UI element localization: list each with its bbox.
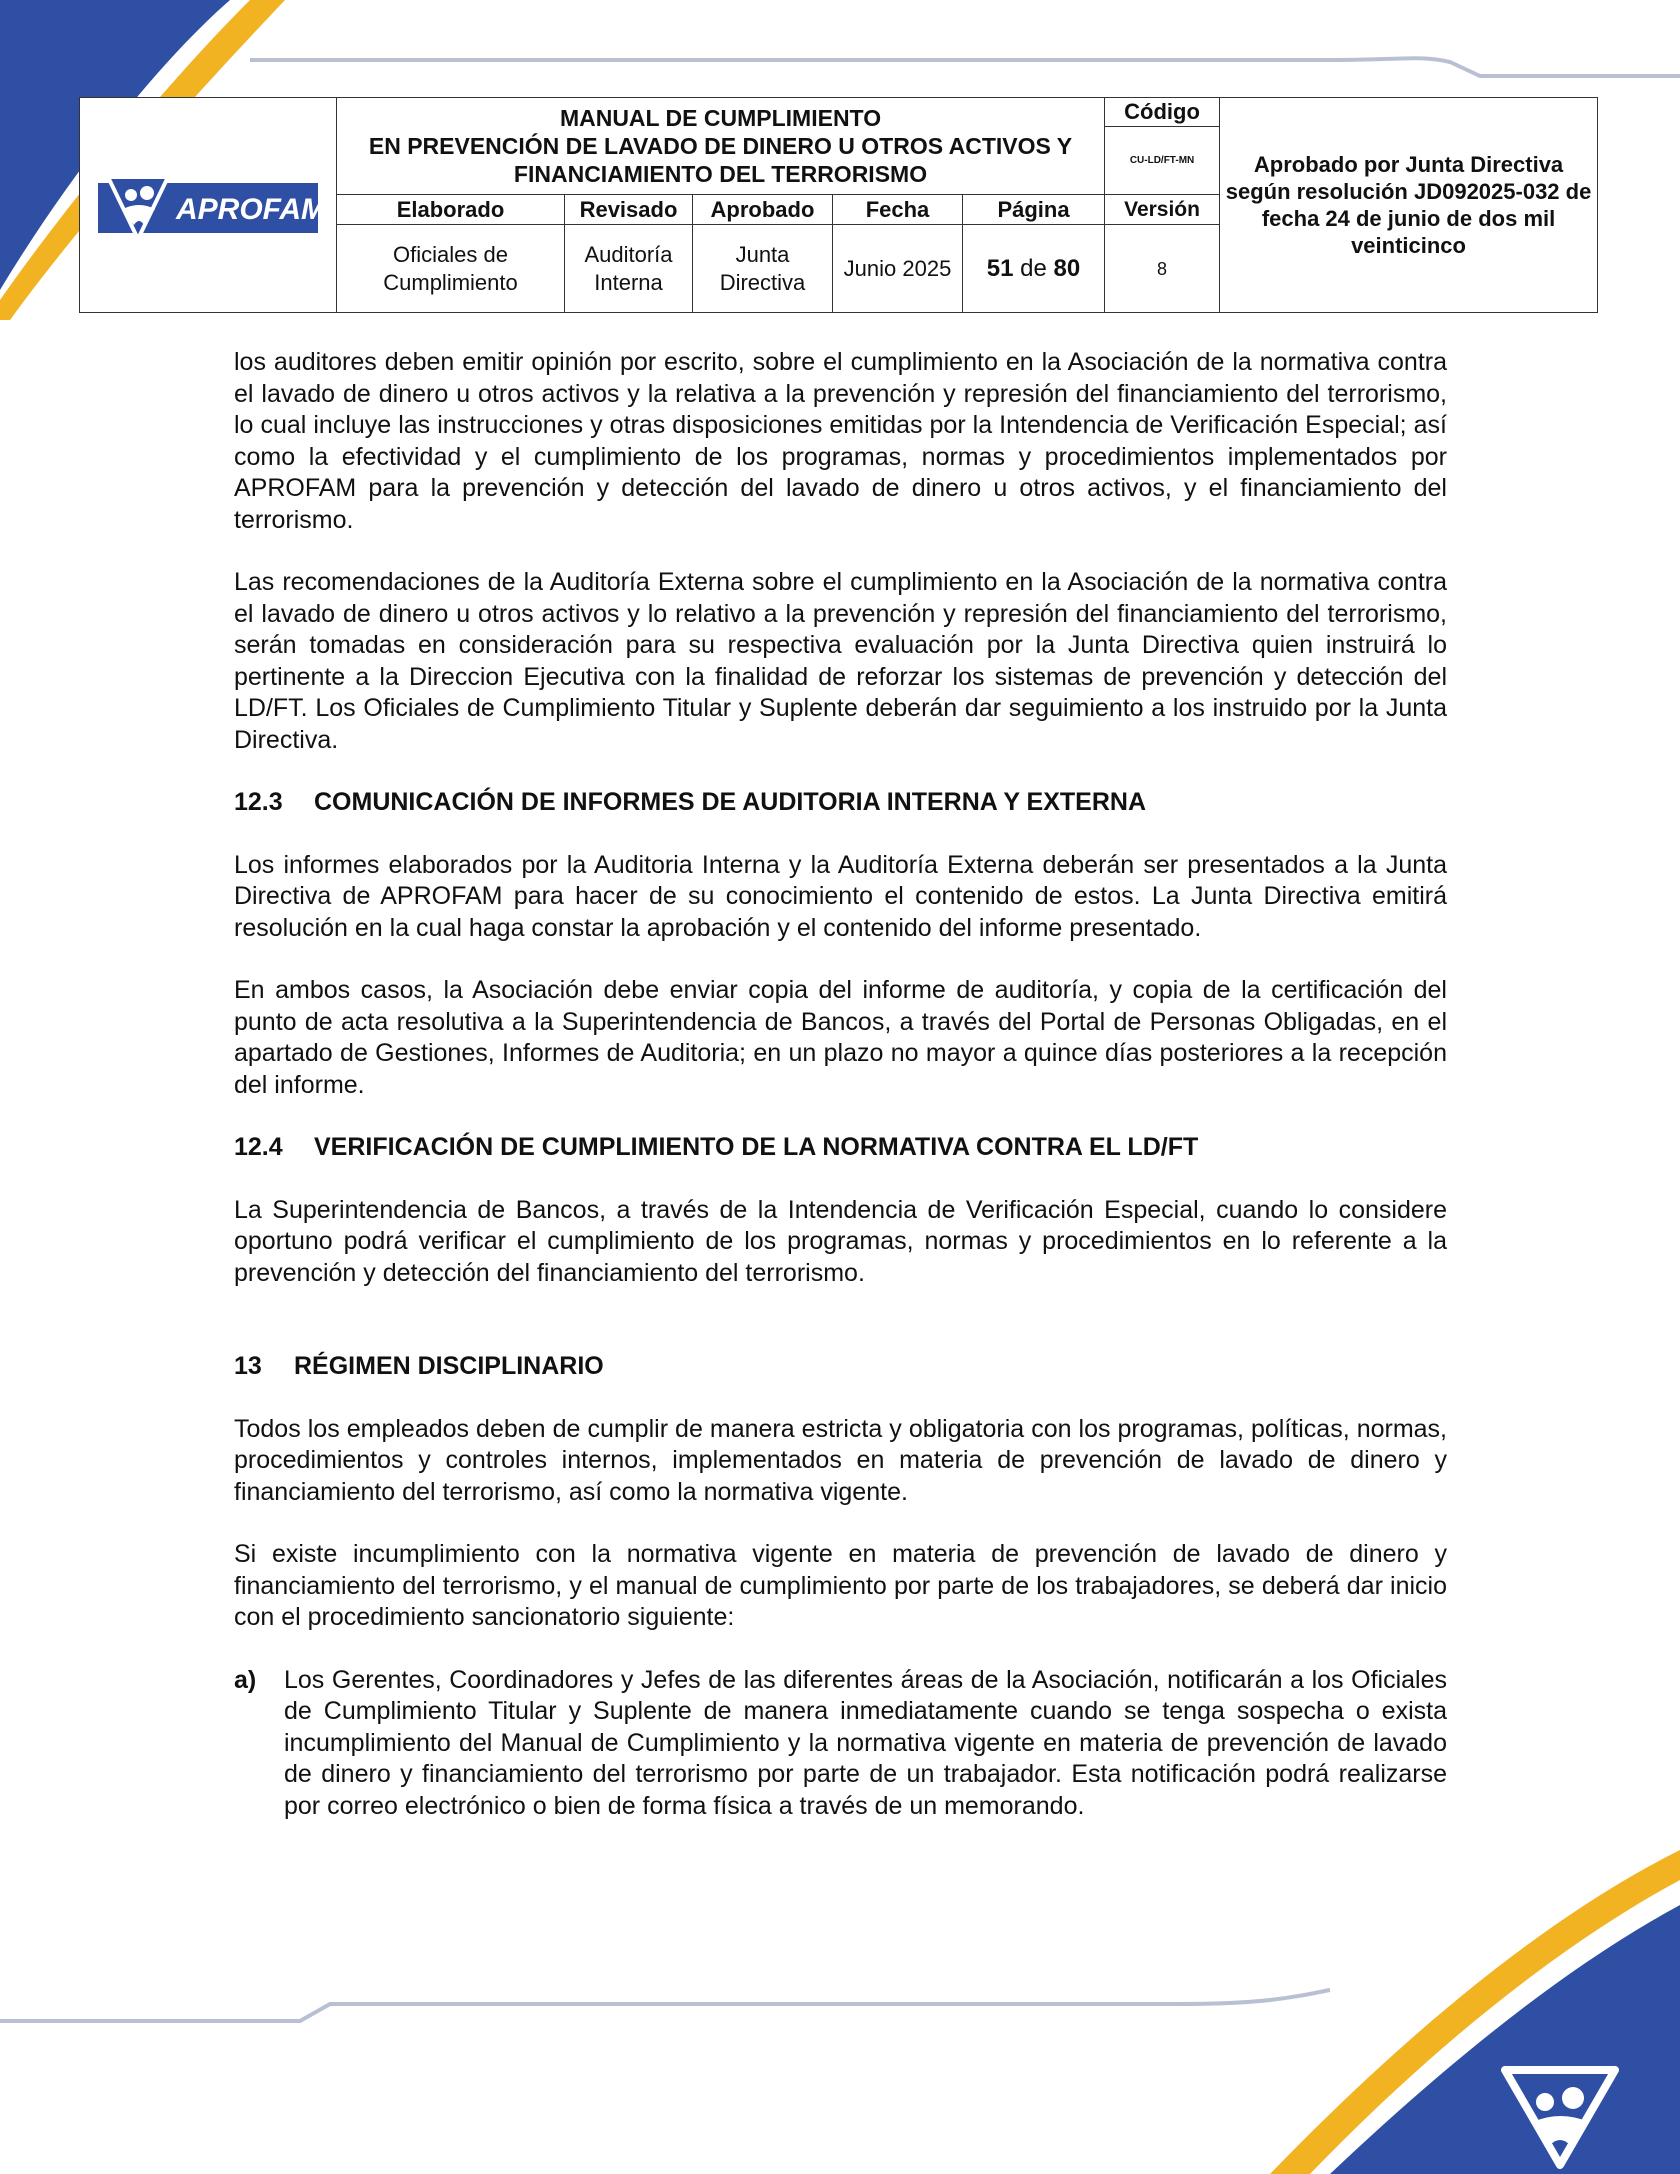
- paragraph: La Superintendencia de Bancos, a través de la Intendencia de Verificación Especial, cuando lo considere oportuno podrá verificar el cumplimiento de los programas, normas y procedimientos en lo referente a la prevención y detección del financiamiento del terrorismo.: [234, 1195, 1447, 1287]
- section-heading-13: [234, 1351, 1447, 1383]
- document-body: [234, 347, 1447, 1822]
- section-number: 12.3: [234, 788, 283, 816]
- spacer: [234, 1320, 1447, 1351]
- paragraph: Si existe incumplimiento con la normativa vigente en materia de prevención de lavado de dinero y financiamiento del terrorismo, y el manual de cumplimiento por parte de los trabajadores, se deberá dar inicio con el procedimiento sancionatorio siguiente:: [234, 1540, 1447, 1631]
- aprofam-logo: [98, 147, 318, 257]
- paragraph: Los informes elaborados por la Auditoria Interna y la Auditoría Externa deberán ser presentados a la Junta Directiva de APROFAM para hacer de su conocimiento el contenido de estos. La Junta Directiva emitirá resolución en la cual haga constar la aprobación y el contenido del informe presentado.: [234, 850, 1447, 942]
- manual-title: MANUAL DE CUMPLIMIENTO EN PREVENCIÓN DE LAVADO DE DINERO U OTROS ACTIVOS Y FINANCIAMIENTO DEL TERRORISMO: [337, 98, 1105, 195]
- page-current: 51: [986, 254, 1014, 282]
- col-pagina: Página: [963, 195, 1105, 225]
- paragraph: Las recomendaciones de la Auditoría Externa sobre el cumplimiento en la Asociación de la normativa contra el lavado de dinero u otros activos y lo relativo a la prevención y represión del financiamiento del terrorismo, serán tomadas en consideración para su respectiva evaluación por la Junta Directiva quien instruirá lo pertinente a la Direccion Ejecutiva con la finalidad de reforzar los sistemas de prevención y detección del LD/FT. Los Oficiales de Cumplimiento Titular y Suplente deberán dar seguimiento a los instruido por la Junta Directiva.: [234, 568, 1447, 754]
- codigo-value: CU-LD/FT-MN: [1129, 155, 1195, 166]
- col-revisado: Revisado: [565, 195, 693, 225]
- paragraph: En ambos casos, la Asociación debe enviar copia del informe de auditoría, y copia de la certificación del punto de acta resolutiva a la Superintendencia de Bancos, a través del Portal de Personas Obligadas, en el apartado de Gestiones, Informes de Auditoria; en un plazo no mayor a quince días posteriores a la recepción del informe.: [234, 976, 1447, 1099]
- bottom-right-blue-shape: [1330, 1905, 1680, 2174]
- value-revisado: Auditoría Interna: [565, 225, 693, 313]
- top-gray-line: [250, 58, 1680, 76]
- section-number: 13: [234, 1352, 262, 1380]
- value-fecha: Junio 2025: [833, 225, 963, 313]
- page-total: 80: [1053, 254, 1081, 282]
- list-item-text: Los Gerentes, Coordinadores y Jefes de las diferentes áreas de la Asociación, notificarán a los Oficiales de Cumplimiento Titular y Suplente de manera inmediatamente cuando se tenga sospecha o exista incumplimiento del Manual de Cumplimiento y la normativa vigente en materia de prevención de lavado de dinero y financiamiento del terrorismo por parte de un trabajador. Esta notificación podrá realizarse por correo electrónico o bien de forma física a través de un memorando.: [284, 1665, 1447, 1820]
- approval-note: Aprobado por Junta Directiva según resolución JD092025-032 de fecha 24 de junio de dos mil veinticinco: [1220, 98, 1598, 313]
- family-icon: [125, 189, 137, 201]
- col-elaborado: Elaborado: [337, 195, 565, 225]
- bottom-gray-line: [0, 1990, 1330, 2021]
- page-sep: de: [1020, 254, 1047, 282]
- codigo-cell: [1105, 98, 1220, 195]
- list-marker: a): [234, 1665, 257, 1694]
- list-item: [234, 1665, 1447, 1823]
- paragraph: los auditores deben emitir opinión por escrito, sobre el cumplimiento en la Asociación de la normativa contra el lavado de dinero u otros activos y la relativa a la prevención y represión del financiamiento del terrorismo, lo cual incluye las instrucciones y otras disposiciones emitidas por la Intendencia de Verificación Especial; así como la efectividad y el cumplimiento de los programas, normas y procedimientos implementados por APROFAM para la prevención y detección del lavado de dinero u otros activos, y el financiamiento del terrorismo.: [234, 348, 1447, 534]
- col-fecha: Fecha: [833, 195, 963, 225]
- document-header-table: [79, 97, 1598, 313]
- value-elaborado: Oficiales de Cumplimiento: [337, 225, 565, 313]
- logo-cell: [80, 98, 337, 313]
- codigo-label: Código: [1105, 98, 1219, 127]
- section-heading-12-3: [234, 787, 1447, 819]
- col-aprobado: Aprobado: [693, 195, 833, 225]
- section-title: COMUNICACIÓN DE INFORMES DE AUDITORIA INTERNA Y EXTERNA: [314, 788, 1146, 816]
- paragraph: Todos los empleados deben de cumplir de manera estricta y obligatoria con los programas, políticas, normas, procedimientos y controles internos, implementados en materia de prevención de lavado de dinero y financiamiento del terrorismo, así como la normativa vigente.: [234, 1414, 1447, 1506]
- section-heading-12-4: [234, 1132, 1447, 1164]
- section-number: 12.4: [234, 1133, 283, 1161]
- page-number: [963, 225, 1105, 313]
- section-title: RÉGIMEN DISCIPLINARIO: [294, 1352, 604, 1380]
- col-version: Versión: [1105, 195, 1220, 225]
- value-aprobado: Junta Directiva: [693, 225, 833, 313]
- value-version: 8: [1105, 225, 1220, 313]
- logo-text: APROFAM: [176, 192, 318, 226]
- section-title: VERIFICACIÓN DE CUMPLIMIENTO DE LA NORMATIVA CONTRA EL LD/FT: [314, 1133, 1199, 1161]
